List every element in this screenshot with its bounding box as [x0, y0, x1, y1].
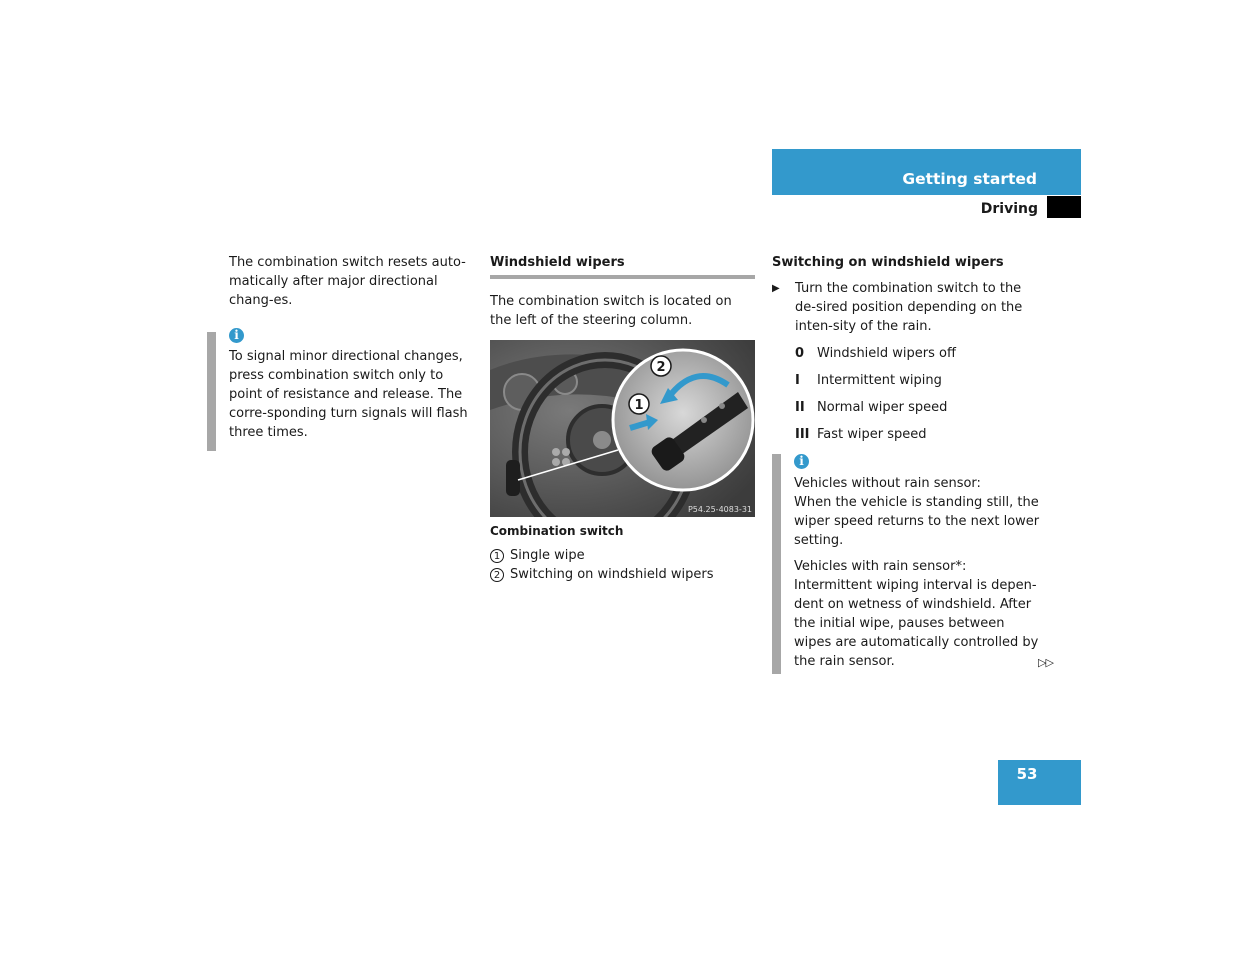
- info-title: Vehicles without rain sensor:: [794, 476, 981, 491]
- section-title: Driving: [980, 201, 1038, 217]
- info-text: To signal minor directional changes, press combination switch only to point of resistance and release. The corre-sponding turn signals will flash three times.: [229, 349, 468, 440]
- info-icon: i: [229, 328, 244, 343]
- position-symbol: 0: [795, 346, 805, 361]
- section-heading: Switching on windshield wipers: [772, 255, 1004, 270]
- switch-position: [772, 425, 1062, 444]
- info-title: Vehicles with rain sensor*:: [794, 559, 967, 574]
- column-left: [229, 253, 475, 442]
- legend-item: [490, 565, 755, 584]
- intro-paragraph: The combination switch resets auto-matically after major directional chang-es.: [229, 255, 466, 308]
- legend-list: [490, 546, 755, 584]
- figure-code: P54.25-4083-31: [687, 505, 752, 514]
- step-text: Turn the combination switch to the de-sired position depending on the inten-sity of the rain.: [795, 281, 1023, 334]
- page-number: 53: [1016, 765, 1038, 783]
- position-text: Windshield wipers off: [817, 346, 956, 361]
- column-middle: [490, 253, 755, 584]
- legend-text: Switching on windshield wipers: [510, 567, 714, 582]
- section-heading: Windshield wipers: [490, 255, 625, 270]
- chapter-title: Getting started: [902, 170, 1037, 188]
- intro-paragraph: The combination switch is located on the left of the steering column.: [490, 294, 732, 328]
- position-symbol: III: [795, 427, 810, 442]
- info-text: Intermittent wiping interval is depen-dent on wetness of windshield. After the initial wipe, pauses between wipes are automatically controlled by the rain sensor.: [794, 578, 1039, 669]
- step-marker-icon: ▶: [772, 283, 780, 294]
- page-number-box: [998, 760, 1081, 805]
- position-text: Intermittent wiping: [817, 373, 942, 388]
- chapter-header-bar: [772, 149, 1081, 195]
- switch-position: [772, 371, 1062, 390]
- info-text: When the vehicle is standing still, the wiper speed returns to the next lower setting.: [794, 495, 1040, 548]
- switch-position: [772, 344, 1062, 363]
- legend-text: Single wipe: [510, 548, 585, 563]
- position-symbol: II: [795, 400, 805, 415]
- callout-number: 1: [490, 549, 504, 563]
- position-text: Fast wiper speed: [817, 427, 927, 442]
- heading-rule: [490, 275, 755, 279]
- svg-text:2: 2: [656, 360, 666, 375]
- callout-number: 2: [490, 568, 504, 582]
- svg-text:1: 1: [634, 398, 644, 413]
- switch-position: [772, 398, 1062, 417]
- instruction-step: [772, 279, 1040, 336]
- info-bar: [207, 332, 216, 451]
- legend-item: [490, 546, 755, 565]
- figure-illustration: [490, 340, 755, 517]
- info-icon: i: [794, 454, 809, 469]
- section-marker: [1047, 196, 1081, 218]
- info-note: [207, 328, 475, 442]
- column-right: [772, 253, 1062, 671]
- info-note: [772, 454, 1040, 671]
- position-text: Normal wiper speed: [817, 400, 948, 415]
- combination-switch-figure: [490, 340, 755, 517]
- continue-icon: ▷▷: [1038, 656, 1053, 669]
- figure-caption: Combination switch: [490, 524, 624, 538]
- position-symbol: I: [795, 373, 800, 388]
- info-bar: [772, 454, 781, 674]
